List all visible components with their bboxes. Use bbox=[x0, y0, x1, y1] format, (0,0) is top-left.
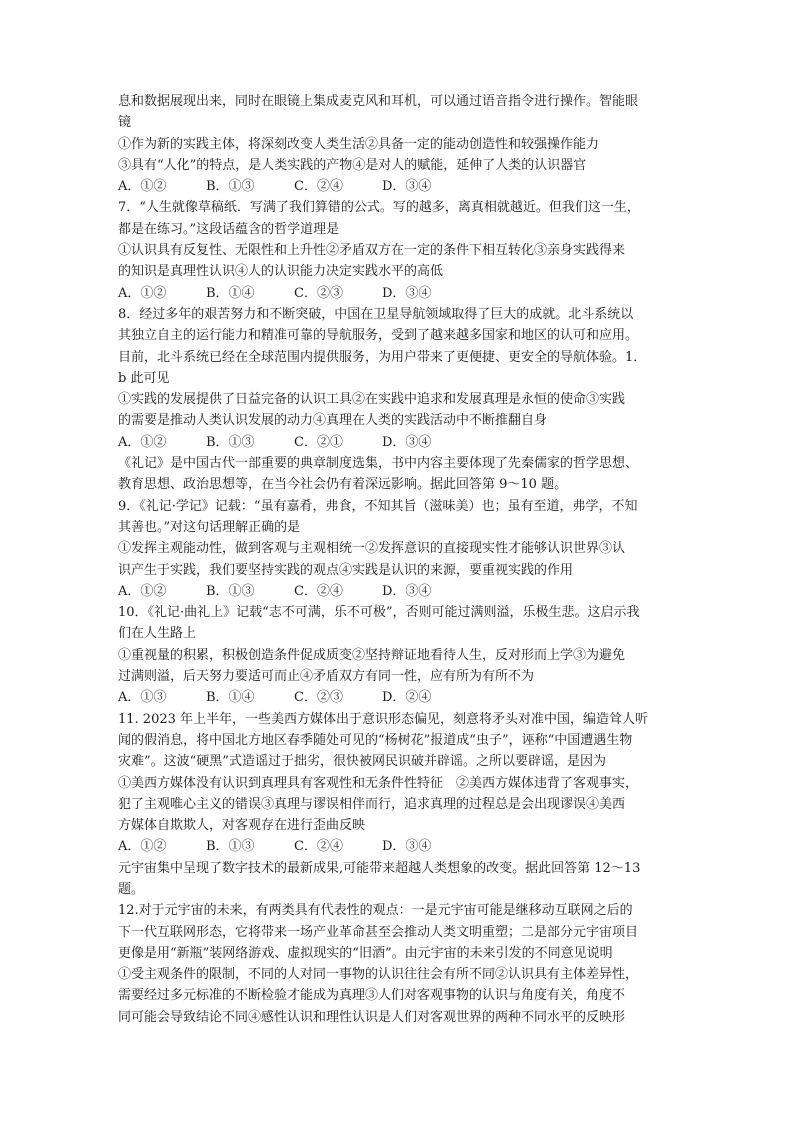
text-line: 的知识是真理性认识④人的认识能力决定实践水平的高低 bbox=[118, 264, 444, 280]
passage-intro: 元宇宙集中呈现了数字技术的最新成果,可能带来超越人类想象的改变。据此回答第 12～13 bbox=[118, 860, 641, 876]
question-10-stem: 10．《礼记·曲礼上》记载“志不可满，乐不可极”，否则可能过满则溢，乐极生悲。这启示我 bbox=[118, 605, 640, 621]
text-line: 息和数据展现出来，同时在眼镜上集成麦克风和耳机，可以通过语音指令进行操作。智能眼 bbox=[118, 94, 639, 109]
text-line: ①认识具有反复性、无限性和上升性②矛盾双方在一定的条件下相互转化③亲身实践得来 bbox=[118, 243, 626, 259]
option-a: A．①② bbox=[118, 839, 167, 855]
text-line: ①作为新的实践主体，将深刻改变人类生活②具备一定的能动创造性和较强操作能力 bbox=[118, 136, 600, 152]
text-line: ①重视量的积累，积极创造条件促成质变②坚持辩证地看待人生，反对形而上学③为避免 bbox=[118, 647, 626, 663]
text-line: 过满则溢，后天努力要适可而止④矛盾双方有同一性，应有所为有所不为 bbox=[118, 669, 535, 685]
option-b: B．①③ bbox=[206, 839, 255, 855]
question-7-stem: 7．“人生就像草稿纸．写满了我们算错的公式。写的越多，离真相就越近。但我们这一生， bbox=[118, 200, 640, 216]
text-line: 其独立自主的运行能力和精准可靠的导航服务，受到了越来越多国家和地区的认可和应用。 bbox=[118, 328, 639, 344]
text-line: 犯了主观唯心主义的错误③真理与谬误相伴而行，追求真理的过程总是会出现谬误④美西 bbox=[118, 796, 626, 812]
answer-options bbox=[118, 283, 684, 304]
option-a: A．①③ bbox=[118, 690, 167, 706]
option-a: A．①② bbox=[118, 285, 167, 301]
answer-options bbox=[118, 581, 684, 602]
document-page bbox=[118, 91, 684, 1028]
text-line: 都是在练习。”这段话蕴含的哲学道理是 bbox=[118, 221, 340, 237]
text-line: b 此可见 bbox=[118, 370, 170, 386]
option-a: A．①② bbox=[118, 179, 167, 195]
text-line: 闻的假消息，将中国北方地区春季随处可见的“杨树花”报道成“虫子”，诬称“中国遭遇生物 bbox=[118, 732, 633, 748]
question-11-stem: 11. 2023 年上半年，一些美西方媒体出于意识形态偏见，刻意将矛头对准中国，编造耸人听 bbox=[118, 711, 649, 727]
option-d: D．③④ bbox=[382, 839, 432, 855]
option-c: C．②③ bbox=[294, 690, 343, 706]
option-d: D．②④ bbox=[382, 690, 432, 706]
text-line: 同可能会导致结论不同④感性认识和理性认识是人们对客观世界的两种不同水平的反映形 bbox=[118, 1009, 626, 1025]
text-line: 下一代互联网形态，它将带来一场产业革命甚至会推动人类文明重塑；二是部分元宇宙项目 bbox=[118, 924, 639, 940]
answer-options bbox=[118, 836, 684, 857]
option-c: C．②④ bbox=[294, 179, 343, 195]
text-line: 识产生于实践，我们要坚持实践的观点④实践是认识的来源，要重视实践的作用 bbox=[118, 562, 574, 578]
text-line: 们在人生路上 bbox=[118, 626, 197, 642]
text-line: 其善也。”对这句话理解正确的是 bbox=[118, 519, 301, 535]
question-12-stem: 12.对于元宇宙的未来，有两类具有代表性的观点：一是元宇宙可能是继移动互联网之后的 bbox=[118, 903, 633, 919]
option-b: B．①③ bbox=[206, 179, 255, 195]
text-line: 方媒体自欺欺人，对客观存在进行歪曲反映 bbox=[118, 818, 366, 834]
option-b: B．①④ bbox=[206, 690, 255, 706]
answer-options bbox=[118, 687, 684, 708]
text-line: ①美西方媒体没有认识到真理具有客观性和无条件性特征 ②美西方媒体违背了客观事实， bbox=[118, 775, 639, 791]
text-line: 教育思想、政治思想等，在当今社会仍有着深远影响。据此回答第 9～10 题。 bbox=[118, 477, 568, 493]
option-d: D．③④ bbox=[382, 179, 432, 195]
option-c: C．②④ bbox=[294, 583, 343, 599]
text-line: ①受主观条件的限制，不同的人对同一事物的认识往往会有所不同②认识具有主体差异性， bbox=[118, 967, 639, 983]
option-d: D．③④ bbox=[382, 583, 432, 599]
option-c: C．②④ bbox=[294, 839, 343, 855]
text-line: ③具有“人化”的特点，是人类实践的产物④是对人的赋能，延伸了人类的认识器官 bbox=[118, 157, 587, 173]
option-d: D．③④ bbox=[382, 285, 432, 301]
question-9-stem: 9．《礼记·学记》记载：“虽有嘉肴，弗食，不知其旨（滋味美）也；虽有至道，弗学，不知 bbox=[118, 498, 638, 514]
text-line: 需要经过多元标准的不断检验才能成为真理③人们对客观事物的认识与角度有关，角度不 bbox=[118, 988, 626, 1004]
text-line: 题。 bbox=[118, 881, 145, 897]
text-line: 的需要是推动人类认识发展的动力④真理在人类的实践活动中不断推翻自身 bbox=[118, 413, 548, 429]
text-line: 目前，北斗系统已经在全球范围内提供服务，为用户带来了更便捷、更安全的导航体验。1． bbox=[118, 349, 647, 365]
option-b: B．①③ bbox=[206, 583, 255, 599]
option-a: A．①② bbox=[118, 434, 167, 450]
option-b: B．①③ bbox=[206, 434, 255, 450]
question-8-stem: 8．经过多年的艰苦努力和不断突破，中国在卫星导航领域取得了巨大的成就。北斗系统以 bbox=[118, 306, 634, 322]
option-d: D．③④ bbox=[382, 434, 432, 450]
text-line: 镜 bbox=[118, 115, 132, 131]
text-line: ①发挥主观能动性，做到客观与主观相统一②发挥意识的直接现实性才能够认识世界③认 bbox=[118, 541, 626, 557]
answer-options bbox=[118, 176, 684, 197]
passage-intro: 《礼记》是中国古代一部重要的典章制度选集，书中内容主要体现了先秦儒家的哲学思想、 bbox=[118, 456, 639, 472]
text-line: 更像是用“新瓶”装网络游戏、虚拟现实的“旧酒”。由元宇宙的未来引发的不同意见说明 bbox=[118, 945, 613, 961]
text-line: 灾难”。这波“硬黑”式造谣过于拙劣，很快被网民识破并辟谣。之所以要辟谣，是因为 bbox=[118, 754, 606, 770]
option-c: C．②③ bbox=[294, 285, 343, 301]
option-b: B．①④ bbox=[206, 285, 255, 301]
text-line: ①实践的发展提供了日益完备的认识工具②在实践中追求和发展真理是永恒的使命③实践 bbox=[118, 392, 626, 408]
option-a: A．①② bbox=[118, 583, 167, 599]
option-c: C．②① bbox=[294, 434, 343, 450]
answer-options bbox=[118, 432, 684, 453]
